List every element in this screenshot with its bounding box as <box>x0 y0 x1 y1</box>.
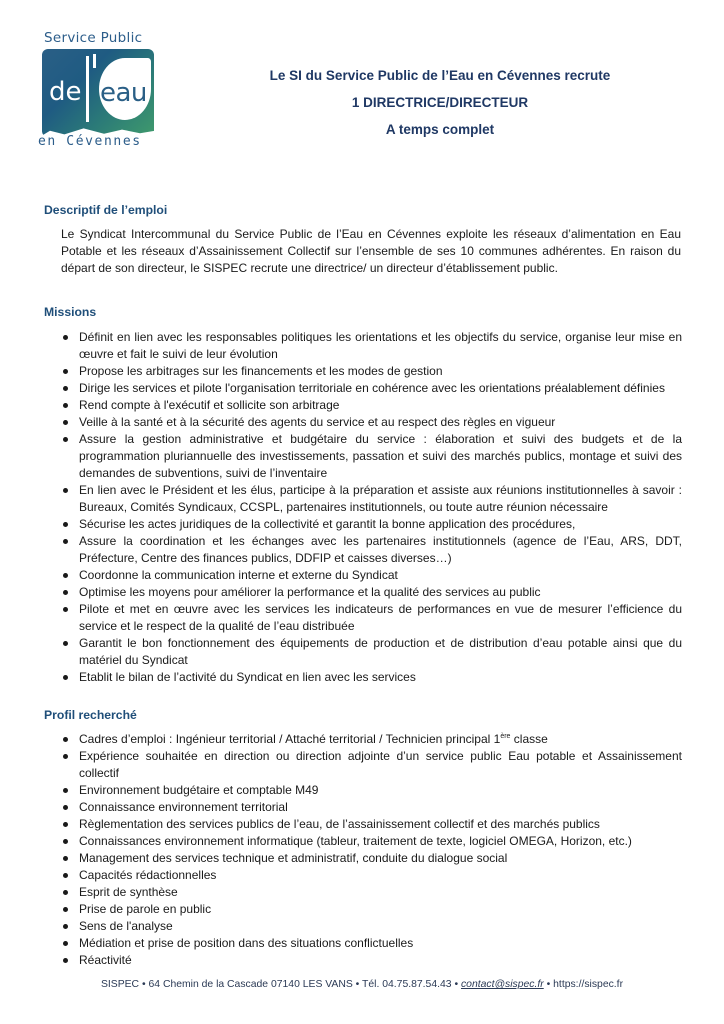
footer-website-link[interactable]: https://sispec.fr <box>553 979 624 990</box>
logo-top-text: Service Public <box>44 30 143 46</box>
list-item <box>62 731 682 748</box>
bullet-icon <box>63 839 68 844</box>
bullet-icon <box>63 924 68 929</box>
list-item-text: Sens de l'analyse <box>79 919 173 933</box>
logo-text-de: de <box>49 77 82 107</box>
list-item <box>62 918 682 935</box>
title-line-3: A temps complet <box>385 122 495 137</box>
list-item <box>62 635 682 669</box>
list-item-text-suffix: classe <box>510 732 548 746</box>
list-item <box>62 850 682 867</box>
profil-heading: Profil recherché <box>44 708 137 722</box>
footer-address: 64 Chemin de la Cascade 07140 LES VANS <box>148 979 353 990</box>
descriptif-heading: Descriptif de l’emploi <box>44 203 168 217</box>
list-item-text: Veille à la santé et à la sécurité des agents du service et au respect des règles en vigueur <box>79 415 556 429</box>
missions-list <box>62 329 682 686</box>
footer <box>0 979 724 990</box>
list-item <box>62 748 682 782</box>
title-line-1: Le SI du Service Public de l’Eau en Cévennes recrute <box>269 68 611 83</box>
list-item <box>62 363 682 380</box>
logo-apostrophe <box>93 54 96 68</box>
bullet-icon <box>63 522 68 527</box>
list-item-text: Cadres d’emploi : Ingénieur territorial / Attaché territorial / Technicien principal 1 <box>79 732 501 746</box>
list-item-text: Dirige les services et pilote l'organisation territoriale en cohérence avec les orientations préalablement définies <box>79 381 665 395</box>
bullet-icon <box>63 403 68 408</box>
bullet-icon <box>63 958 68 963</box>
bullet-icon <box>63 890 68 895</box>
list-item-text: Environnement budgétaire et comptable M49 <box>79 783 319 797</box>
bullet-icon <box>63 941 68 946</box>
list-item <box>62 884 682 901</box>
list-item <box>62 867 682 884</box>
bullet-icon <box>63 335 68 340</box>
bullet-icon <box>63 488 68 493</box>
bullet-icon <box>63 788 68 793</box>
list-item-text: Connaissance environnement territorial <box>79 800 288 814</box>
list-item-text: Définit en lien avec les responsables politiques les orientations et les objectifs du service, organise leur mise en œuvre et fait le suivi de leur évolution <box>79 330 682 361</box>
list-item-text: Sécurise les actes juridiques de la collectivité et garantit la bonne application des procédures, <box>79 517 576 531</box>
list-item <box>62 601 682 635</box>
list-item <box>62 816 682 833</box>
bullet-icon <box>63 737 68 742</box>
separator: • <box>139 979 149 990</box>
bullet-icon <box>63 856 68 861</box>
bullet-icon <box>63 907 68 912</box>
logo <box>36 30 160 150</box>
logo-bottom-text: en Cévennes <box>38 134 142 149</box>
bullet-icon <box>63 590 68 595</box>
profil-list <box>62 731 682 969</box>
bullet-icon <box>63 607 68 612</box>
title-line-2: 1 DIRECTRICE/DIRECTEUR <box>351 95 529 110</box>
list-item-text: Expérience souhaitée en direction ou direction adjointe d’un service public Eau potable et Assainissement collectif <box>79 749 682 780</box>
separator: • <box>451 979 461 990</box>
logo-text-eau: eau <box>100 78 147 108</box>
list-item <box>62 567 682 584</box>
list-item-text: Etablit le bilan de l’activité du Syndicat en lien avec les services <box>79 670 416 684</box>
list-item <box>62 397 682 414</box>
bullet-icon <box>63 641 68 646</box>
list-item <box>62 414 682 431</box>
list-item <box>62 952 682 969</box>
list-item-text: Esprit de synthèse <box>79 885 178 899</box>
bullet-icon <box>63 573 68 578</box>
bullet-icon <box>63 420 68 425</box>
bullet-icon <box>63 873 68 878</box>
bullet-icon <box>63 805 68 810</box>
list-item <box>62 431 682 482</box>
descriptif-text: Le Syndicat Intercommunal du Service Public de l’Eau en Cévennes exploite les réseaux d’alimentation en Eau Potable et les réseaux d’Assainissement Collectif sur l’ensemble de ses 10 communes adhérentes. En raison du départ de son directeur, le SISPEC recrute une directrice/ un directeur d’établissement public. <box>61 227 681 275</box>
list-item <box>62 799 682 816</box>
list-item-text: Assure la coordination et les échanges avec les partenaires institutionnels (agence de l’Eau, ARS, DDT, Préfecture, Centre des finances publics, DDFIP et caisses diverses…) <box>79 534 682 565</box>
list-item-text: Coordonne la communication interne et externe du Syndicat <box>79 568 398 582</box>
list-item <box>62 935 682 952</box>
bullet-icon <box>63 675 68 680</box>
superscript: ère <box>500 733 511 740</box>
footer-email-link[interactable]: contact@sispec.fr <box>460 979 544 990</box>
list-item-text: Management des services technique et administratif, conduite du dialogue social <box>79 851 508 865</box>
separator: • <box>543 979 554 990</box>
list-item <box>62 669 682 686</box>
bullet-icon <box>63 386 68 391</box>
separator: • <box>352 979 363 990</box>
bullet-icon <box>63 539 68 544</box>
list-item-text: Pilote et met en œuvre avec les services les indicateurs de performances en vue de mesurer l’efficience du service et le respect de la qualité de l’eau distribuée <box>79 602 682 633</box>
list-item <box>62 782 682 799</box>
page-title <box>240 66 640 147</box>
bullet-icon <box>63 822 68 827</box>
list-item-text: Réactivité <box>79 953 132 967</box>
footer-org: SISPEC <box>100 979 140 990</box>
list-item-text: Rend compte à l'exécutif et sollicite son arbitrage <box>79 398 340 412</box>
footer-phone: Tél. 04.75.87.54.43 <box>362 979 452 990</box>
logo-bar <box>86 56 89 122</box>
list-item <box>62 380 682 397</box>
list-item-text: Optimise les moyens pour améliorer la performance et la qualité des services au public <box>79 585 541 599</box>
list-item <box>62 584 682 601</box>
list-item-text: Médiation et prise de position dans des situations conflictuelles <box>79 936 414 950</box>
list-item <box>62 329 682 363</box>
missions-heading: Missions <box>44 305 97 319</box>
list-item-text: Garantit le bon fonctionnement des équipements de production et de distribution d’eau potable ainsi que du matériel du Syndicat <box>79 636 682 667</box>
list-item-text: Connaissances environnement informatique (tableur, traitement de texte, logiciel OMEGA, Horizon, etc.) <box>79 834 632 848</box>
list-item-text: En lien avec le Président et les élus, participe à la préparation et assiste aux réunions institutionnelles à savoir : Bureaux, Comités Syndicaux, CCSPL, partenaires institutionnels, ou toute autre réunion nécessaire <box>79 483 682 514</box>
list-item-text: Assure la gestion administrative et budgétaire du service : élaboration et suivi des budgets et de la programmation pluriannuelle des investissements, passation et suivi des marchés publics, montage et suivi des demandes de subventions, suivi de l’inventaire <box>79 432 682 480</box>
bullet-icon <box>63 754 68 759</box>
bullet-icon <box>63 437 68 442</box>
list-item <box>62 482 682 516</box>
list-item <box>62 833 682 850</box>
list-item <box>62 901 682 918</box>
list-item-text: Prise de parole en public <box>79 902 212 916</box>
list-item-text: Règlementation des services publics de l’eau, de l’assainissement collectif et des marchés publics <box>79 817 600 831</box>
bullet-icon <box>63 369 68 374</box>
list-item <box>62 533 682 567</box>
list-item <box>62 516 682 533</box>
list-item-text: Capacités rédactionnelles <box>79 868 217 882</box>
list-item-text: Propose les arbitrages sur les financements et les modes de gestion <box>79 364 443 378</box>
